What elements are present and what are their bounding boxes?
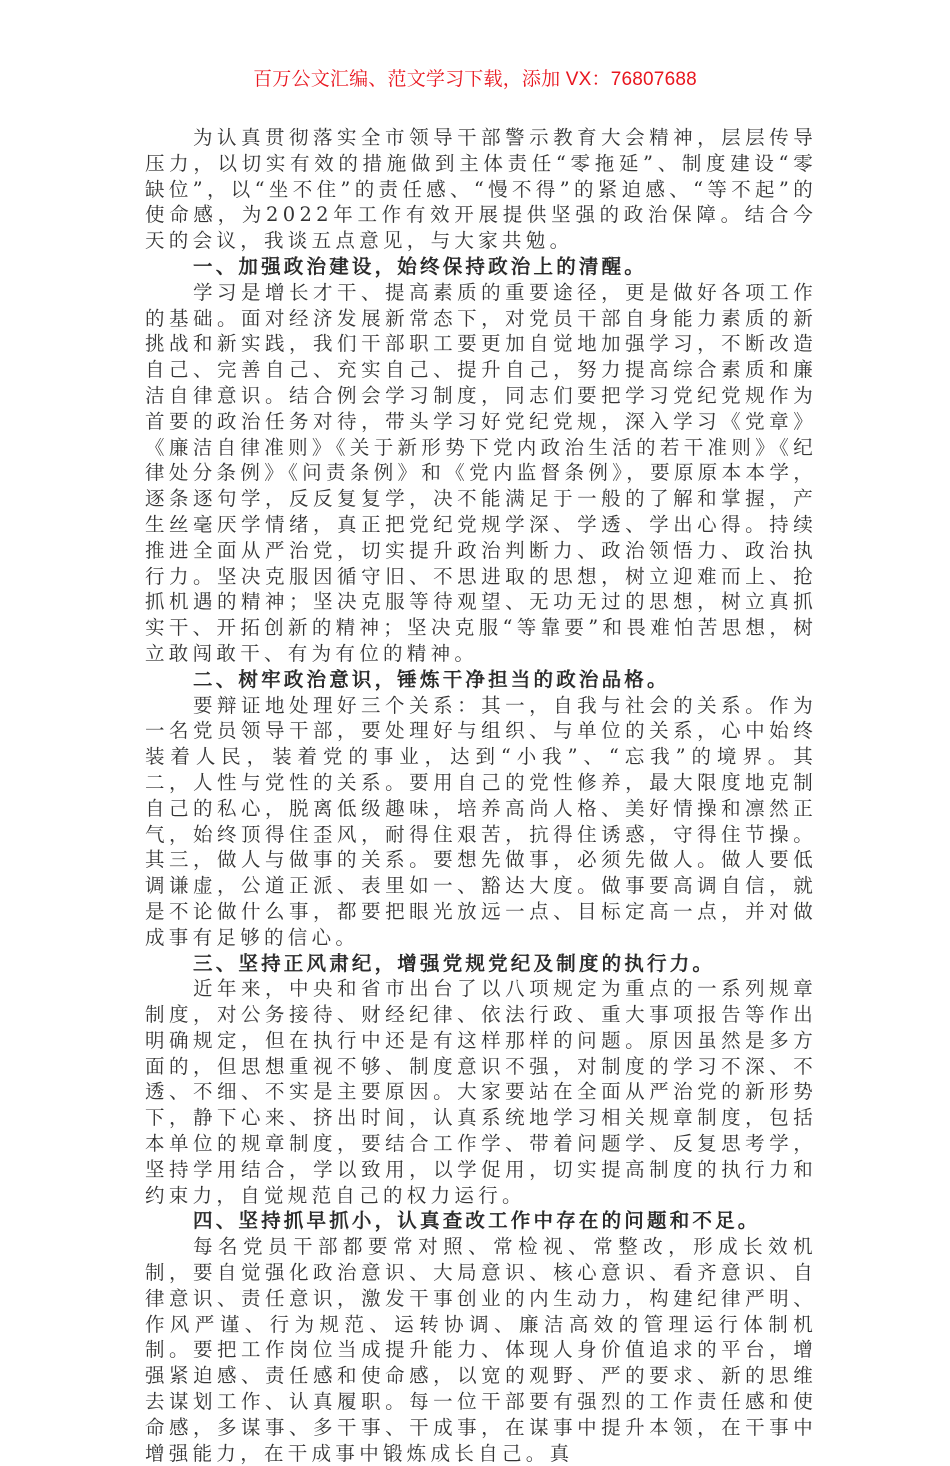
section-paragraph-4: 每名党员干部都要常对照、常检视、常整改，形成长效机制，要自觉强化政治意识、大局意识、核心意识、看齐意识、自律意识、责任意识，激发干事创业的内生动力，构建纪律严明、作风严谨、行为规范、运转协调、廉洁高效的管理运行体制机制。要把工作岗位当成提升能力、体现人身价值追求的平台，增强紧迫感、责任感和使命感，以宽的观野、严的要求、新的思维去谋划工作、认真履职。每一位干部要有强烈的工作责任感和使命感，多谋事、多干事、干成事，在谋事中提升本领，在干事中增强能力，在干成事中锻炼成长自己。真 [145, 1235, 817, 1465]
section-paragraph-3: 近年来，中央和省市出台了以八项规定为重点的一系列规章制度，对公务接待、财经纪律、依法行政、重大事项报告等作出明确规定，但在执行中还是有这样那样的问题。原因虽然是多方面的，但思想重视不够、制度意识不强，对制度的学习不深、不透、不细、不实是主要原因。大家要站在全面从严治党的新形势下，静下心来、挤出时间，认真系统地学习相关规章制度，包括本单位的规章制度，要结合工作学、带着问题学、反复思考学，坚持学用结合，学以致用，以学促用，切实提高制度的执行力和约束力，自觉规范自己的权力运行。 [145, 977, 817, 1207]
section-paragraph-1: 学习是增长才干、提高素质的重要途径，更是做好各项工作的基础。面对经济发展新常态下，对党员干部自身能力素质的新挑战和新实践，我们干部职工要更加自觉地加强学习，不断改造自己、完善自己、充实自己、提升自己，努力提高综合素质和廉洁自律意识。结合例会学习制度，同志们要把学习党纪党规作为首要的政治任务对待，带头学习好党纪党规，深入学习《党章》《廉洁自律准则》《关于新形势下党内政治生活的若干准则》《纪律处分条例》《问责条例》和《党内监督条例》，要原原本本学，逐条逐句学，反反复复学，决不能满足于一般的了解和掌握，产生丝毫厌学情绪，真正把党纪党规学深、学透、学出心得。持续推进全面从严治党，切实提升政治判断力、政治领悟力、政治执行力。坚决克服因循守旧、不思进取的思想，树立迎难而上、抢抓机遇的精神；坚决克服等待观望、无功无过的思想，树立真抓实干、开拓创新的精神；坚决克服“等靠要”和畏难怕苦思想，树立敢闯敢干、有为有位的精神。 [145, 280, 817, 665]
intro-paragraph: 为认真贯彻落实全市领导干部警示教育大会精神，层层传导压力，以切实有效的措施做到主体责任“零拖延”、制度建设“零缺位”，以“坐不住”的责任感、“慢不得”的紧迫感、“等不起”的使命感，为2022年工作有效开展提供坚强的政治保障。结合今天的会议，我谈五点意见，与大家共勉。 [145, 126, 817, 253]
watermark-banner: 百万公文汇编、范文学习下载，添加 VX：76807688 [253, 69, 697, 90]
section-heading-3: 三、坚持正风肃纪，增强党规党纪及制度的执行力。 [193, 951, 716, 975]
section-paragraph-2: 要辩证地处理好三个关系：其一，自我与社会的关系。作为一名党员领导干部，要处理好与组织、与单位的关系，心中始终装着人民，装着党的事业，达到“小我”、“忘我”的境界。其二，人性与党性的关系。要用自己的党性修养，最大限度地克制自己的私心，脱离低级趣味，培养高尚人格、美好情操和凛然正气，始终顶得住歪风，耐得住艰苦，抗得住诱惑，守得住节操。其三，做人与做事的关系。要想先做事，必须先做人。做人要低调谦虚，公道正派、表里如一、豁达大度。做事要高调自信，就是不论做什么事，都要把眼光放远一点、目标定高一点，并对做成事有足够的信心。 [145, 693, 817, 949]
section-heading-2: 二、树牢政治意识，锤炼干净担当的政治品格。 [193, 667, 670, 691]
document-body [145, 125, 817, 1466]
section-heading-4: 四、坚持抓早抓小，认真查改工作中存在的问题和不足。 [193, 1209, 761, 1233]
section-heading-1: 一、加强政治建设，始终保持政治上的清醒。 [193, 254, 648, 278]
